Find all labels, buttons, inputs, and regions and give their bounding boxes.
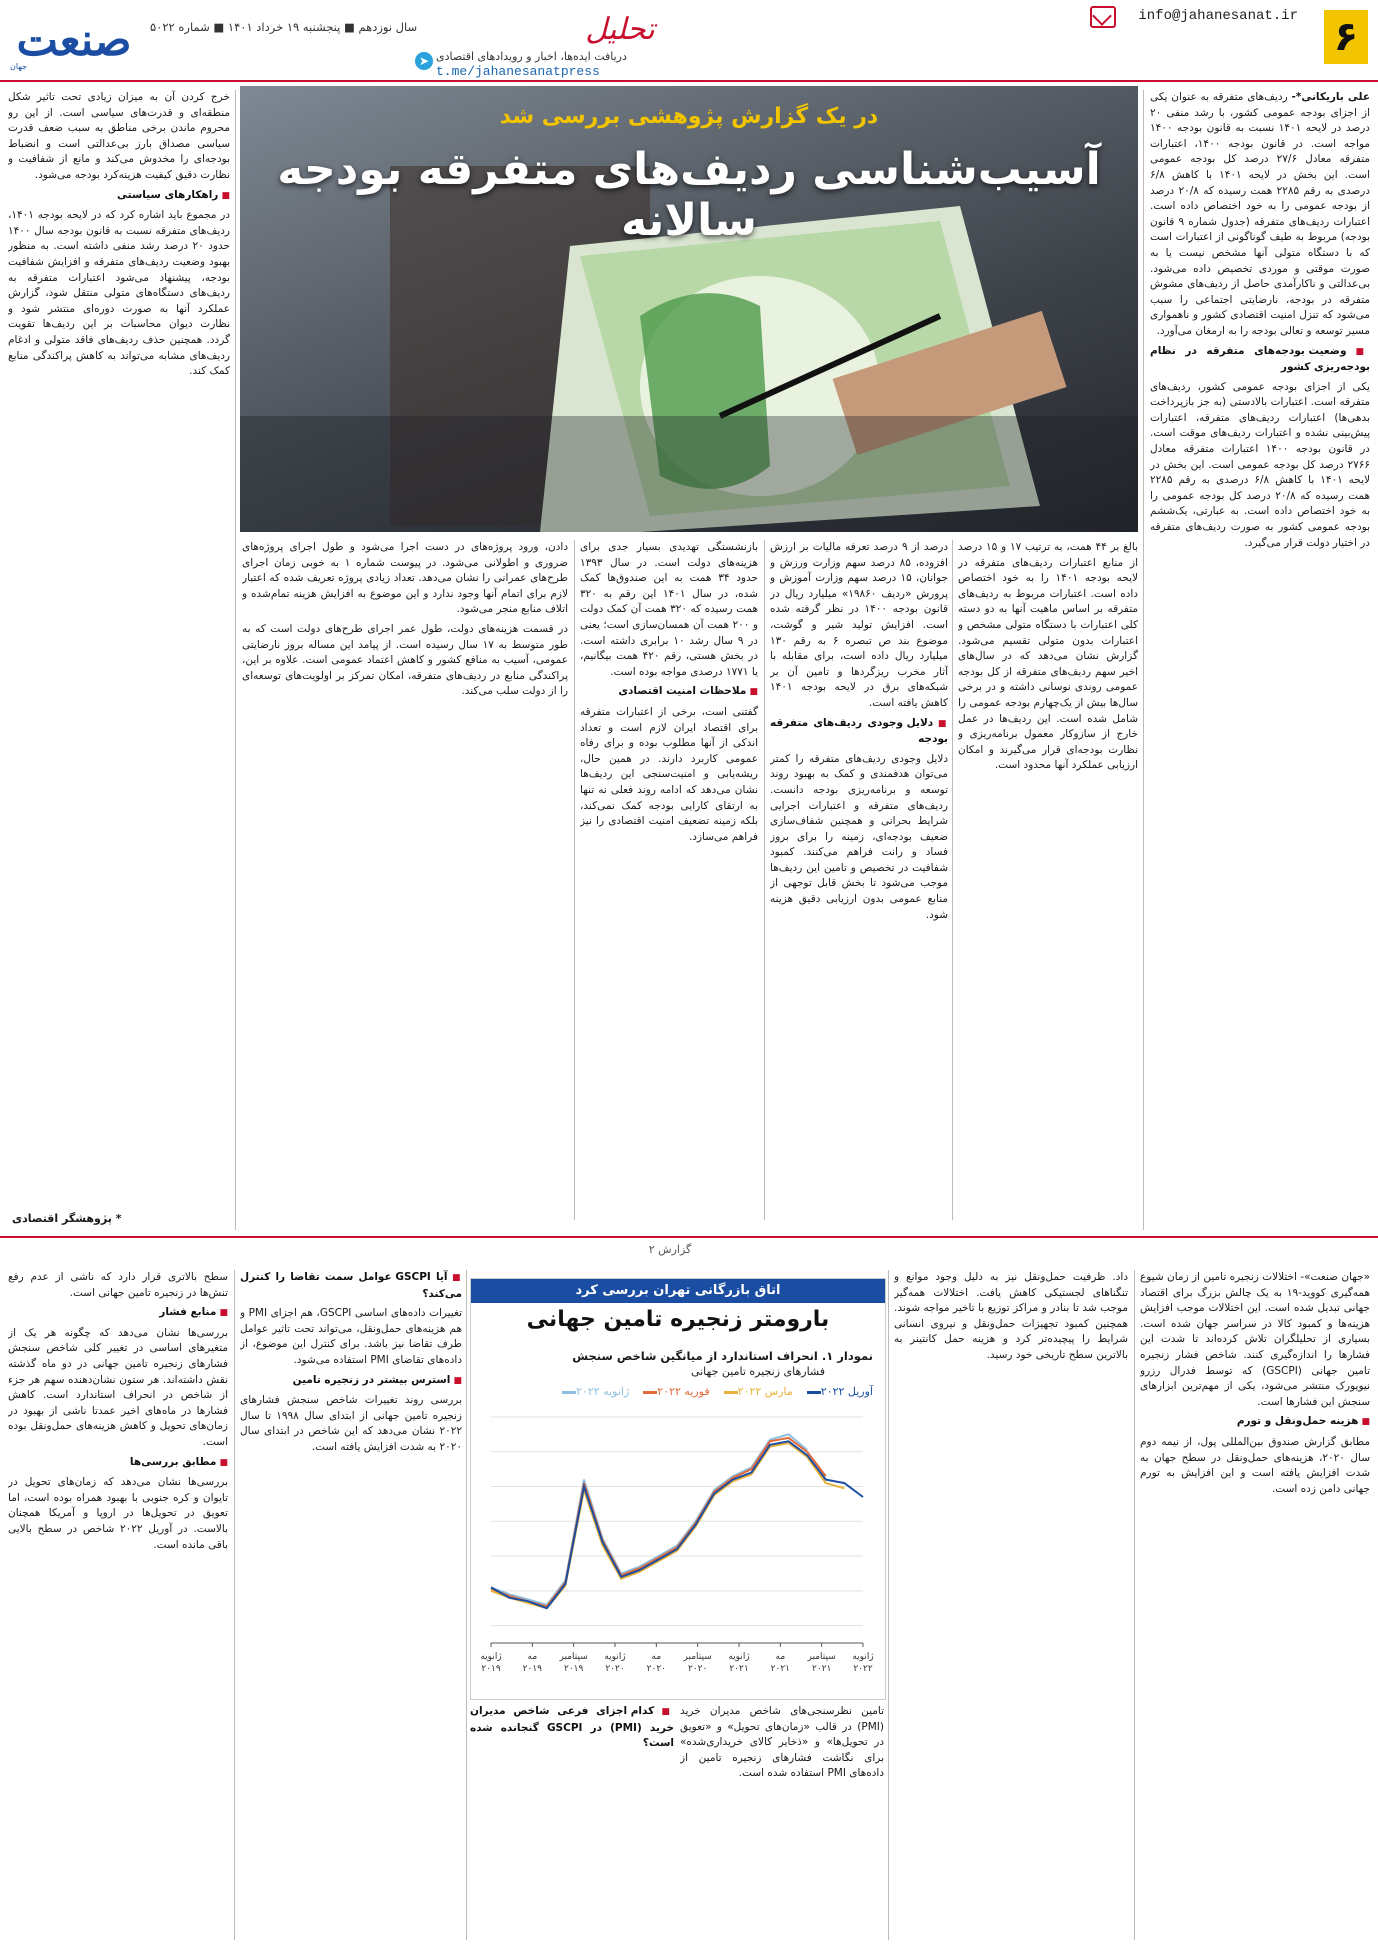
line-chart (479, 1407, 875, 1691)
article-subhead: ■ ملاحظات امنیت اقتصادی (580, 684, 758, 701)
x-tick-label: سپتامبر (683, 1652, 712, 1662)
report-paragraph: داد. ظرفیت حمل‌ونقل نیز به دلیل وجود موانع و تنگناهای لجستیکی کاهش یافت. اختلالات همه‌گیر موجب شد تا بنادر و مراکز توزیع با تاخیر مواجه شوند. همچنین کمبود تجهیزات حمل‌ونقل و نیروی انسانی شرایط را پیچیده‌تر کرد و هزینه حمل کانتینر به بالاترین سطح تاریخی خود رسید. (894, 1271, 1128, 1361)
article-paragraph: یکی از اجزای بودجه عمومی کشور، ردیف‌های متفرقه است. اعتبارات بالادستی (به جز بازپرداخت بدهی‌ها) اعتبارات ردیف‌های متفرقه، اعتبارات پیش‌بینی نشده و اعتبارات ردیف‌های موقت است. در قانون بودجه ۱۴۰۰ اعتبارات متفرقه معادل ۲۷۶۶ درصد کل بودجه عمومی است. این بخش در لایحه ۱۴۰۱ با کاهش ۶/۸ درصدی به رقم ۲۲۸۵ همت رسیده که ۲۰/۸ درصد کل بودجه عمومی را به خود اختصاص داده است. به عبارتی، یک‌ششم بودجه عمومی کشور به صورت ردیف‌های متفرقه در اختیار دولت قرار می‌گیرد. (1150, 380, 1370, 549)
article-paragraph: بالغ بر ۴۴ همت، به ترتیب ۱۷ و ۱۵ درصد از منابع اعتبارات ردیف‌های متفرقه در لایحه بودجه ۱۴۰۱ را به خود اختصاص داده است. اعتبارات مربوط به ردیف‌های متفرقه بر اساس ماهیت آنها به دو دسته کلی اعتبارات با دستگاه متولی مشخص و اعتبارات بدون متولی تقسیم می‌شود. گزارش نشان می‌دهد که در سال‌های اخیر سهم ردیف‌های متفرقه از کل بودجه عمومی روندی نوسانی داشته و در برخی سال‌ها بیش از یک‌چهارم بودجه عمومی را شامل شده است. این ردیف‌ها در عمل خارج از سازوکار معمول برنامه‌ریزی و نظارت بودجه‌ای قرار می‌گیرند و امکان ارزیابی عملکرد آنها محدود است. (958, 541, 1138, 772)
x-tick-label-year: ۲۰۲۲ (853, 1664, 873, 1674)
report-paragraph: بررسی‌ها نشان می‌دهد که چگونه هر یک از متغیرهای اساسی در تغییر کلی شاخص سنجش فشارهای زنجیره تامین جهانی در دو ماه گذشته نقش داشته‌اند. هر ستون نشان‌دهنده سهم هر جزء از شاخص در انحراف استاندارد است. کاهش فشارها در ماه‌های اخیر عمدتا ناشی از بهبود در زمان‌های تحویل و کاهش هزینه‌های حمل‌ونقل بوده است. (8, 1326, 228, 1448)
report-paragraph: «جهان صنعت»- اختلالات زنجیره تامین از زمان شیوع همه‌گیری کووید-۱۹ به یک چالش بزرگ برای اقتصاد جهانی تبدیل شده است. این اختلالات موجب افزایش هزینه‌ها و کمبود کالا در سراسر جهان شده است. بسیاری از تحلیلگران تلاش کرده‌اند تا شدت این فشارها را اندازه‌گیری کنند. شاخص فشار زنجیره تامین جهانی (GSCPI) که توسط فدرال رزرو نیویورک منتشر می‌شود، یکی از مهم‌ترین ابزارهای سنجش این فشارها است. (1140, 1271, 1370, 1408)
article-photo (240, 86, 1138, 532)
report-label: گزارش ۲ (648, 1243, 692, 1256)
report-column-2 (894, 1270, 1128, 1940)
article-column-6 (8, 90, 230, 1220)
x-tick-label: ژانویه (728, 1652, 750, 1662)
report-subhead: ■ هزینه حمل‌ونقل و تورم (1140, 1414, 1370, 1431)
report-column-4 (240, 1270, 462, 1940)
column-divider (466, 1270, 467, 1940)
x-tick-label-year: ۲۰۲۱ (729, 1664, 749, 1674)
report-kicker: اتاق بازرگانی تهران بررسی کرد (471, 1279, 885, 1303)
report-paragraph: تامین نظرسنجی‌های شاخص مدیران خرید (PMI) در قالب «زمان‌های تحویل» و «تعویق در تحویل‌ها» و «ذخایر کالای خریداری‌شده» برای نگاشت فشارهای زنجیره تامین از داده‌های PMI استفاده شده است. (680, 1705, 884, 1780)
report-divider (0, 1236, 1378, 1238)
article-intro: ردیف‌های متفرقه به عنوان یکی از اجزای بودجه عمومی کشور، با رشد منفی ۲۰ درصد در لایحه ۱۴۰۱ نسبت به قانون بودجه ۱۴۰۰ مواجه است. در قانون بودجه ۱۴۰۰، اعتبارات متفرقه معادل ۲۷/۶ درصد کل بودجه عمومی است. این بخش در لایحه ۱۴۰۱ با کاهش ۶/۸ درصدی به رقم ۲۲۸۵ همت رسیده که ۲۰/۸ درصد از بودجه عمومی را به خود اختصاص داده است. اعتبارات ردیف‌های متفرقه (جدول شماره ۹ قانون بودجه) مربوط به طیف گوناگونی از اعتبارات است که با دستگاه متولی آنها مشخص نیست یا به صورت موقتی و موردی تخصیص داده می‌شود. بی‌عدالتی و ناکارآمدی حاصل از ردیف‌های مشوش متفرقه در بودجه، نارضایتی اجتماعی را سبب می‌شود که تنزل امنیت اقتصادی کشور و ناهمواری مسیر توسعه و تعالی بودجه را به ارمغان می‌آورد. (1150, 91, 1370, 337)
report-subhead: ■ منابع فشار (8, 1305, 228, 1322)
legend-swatch (562, 1391, 576, 1394)
column-divider (234, 1270, 235, 1940)
report-column-5 (8, 1270, 228, 1940)
legend-label: ژانویه ۲۰۲۲ (576, 1385, 630, 1398)
legend-item (558, 1385, 629, 1398)
column-divider (574, 540, 575, 1220)
column-divider (764, 540, 765, 1220)
report-paragraph: مطابق گزارش صندوق بین‌المللی پول، از نیمه دوم سال ۲۰۲۰، هزینه‌های حمل‌ونقل در سطح جهان به شدت افزایش یافته است و این افزایش به تورم جهانی دامن زده است. (1140, 1435, 1370, 1495)
article-suptitle: در یک گزارش پژوهشی بررسی شد (499, 104, 879, 129)
series-line (491, 1443, 844, 1608)
article-paragraph: در مجموع باید اشاره کرد که در لایحه بودجه ۱۴۰۱، ردیف‌های متفرقه نسبت به قانون بودجه سال ۱۴۰۰ حدود ۲۰ درصد رشد منفی داشته است. به منظور بهبود وضعیت ردیف‌های متفرقه و افزایش شفافیت بودجه، پیشنهاد می‌شود اعتبارات متفرقه به ردیف‌های دستگاه‌های متولی منتقل شود، گزارش عملکرد آنها به صورت دوره‌ای منتشر شود و نظارت دیوان محاسبات بر این ردیف‌ها تقویت گردد. همچنین حذف ردیف‌های فاقد متولی و ادغام ردیف‌های مشابه می‌تواند به کاهش پراکندگی منابع کمک کند. (8, 209, 230, 378)
email-address[interactable]: info@jahanesanat.ir (1138, 8, 1298, 24)
legend-label: فوریه ۲۰۲۲ (657, 1385, 710, 1398)
report-subhead: ■ استرس بیشتر در زنجیره تامین (240, 1373, 462, 1390)
article-headline: آسیب‌شناسی ردیف‌های متفرقه بودجه سالانه (277, 144, 1101, 246)
article-subhead: ■ راهکارهای سیاستی (8, 188, 230, 205)
report-subhead: ■ آیا GSCPI عوامل سمت تقاضا را کنترل می‌کند؟ (240, 1270, 462, 1302)
article-paragraph: خرج کردن آن به میزان زیادی تحت تاثیر شکل منطقه‌ای و قدرت‌های سیاسی است. از این رو محروم ماندن برخی مناطق به سبب ضعف قدرت سیاسی مصداق بارز بی‌عدالتی است و انضباط بودجه‌ای را مخدوش می‌کند و مانع از شفافیت و نظارت دقیق کیفیت هزینه‌کرد بودجه می‌شود. (8, 91, 230, 181)
issue-info: سال نوزدهم ■ پنجشنبه ۱۹ خرداد ۱۴۰۱ ■ شماره ۵۰۲۲ (150, 20, 418, 34)
report-subhead: ■ مطابق بررسی‌ها (8, 1455, 228, 1472)
article-paragraph: درصد از ۹ درصد تعرفه مالیات بر ارزش افزوده، ۸۵ درصد سهم وزارت ورزش و جوانان، ۱۵ درصد سهم وزارت آموزش و پرورش «ردیف ۱۹۸۶۰» میلیارد ریال در قانون بودجه ۱۴۰۰ در نظر گرفته شده است. افزایش تولید شیر و گوشت، موضوع بند ص تبصره ۶ به رقم ۱۳۰ میلیارد ریال داده است، برای مقابله با آثار مخرب ریزگردها و تامین آن بر شبکه‌های برق در لایحه بودجه ۱۴۰۱ کاهش یافته است. (770, 541, 948, 709)
x-tick-label-year: ۲۰۲۰ (687, 1664, 708, 1674)
legend-item (720, 1385, 793, 1398)
newspaper-logo[interactable] (8, 14, 140, 74)
article-paragraph: بازنشستگی تهدیدی بسیار جدی برای هزینه‌های دولت است. در سال ۱۳۹۳ حدود ۳۴ همت به این صندوق‌ها کمک شده، در سال ۱۴۰۱ این رقم به ۳۲۰ همت رسیده که ۳۲۰ همت آن کمک دولت و ۲۰۰ همت آن همسان‌سازی است؛ یعنی در ۹ سال رشد ۱۰ برابری داشته است. در بخش هستی، رقم ۴۲۰ همت بیگانیم، یا ۱۷۷۱ درصدی مواجه بوده است. (580, 541, 758, 678)
chart-panel (470, 1278, 886, 1700)
article-column-3 (770, 540, 948, 1220)
chart-legend (483, 1385, 873, 1398)
article-column-5 (242, 540, 568, 1220)
x-tick-label: مه (527, 1652, 538, 1662)
x-tick-label: ژانویه (480, 1652, 502, 1662)
report-paragraph: بررسی روند تغییرات شاخص سنجش فشارهای زنجیره تامین جهانی از ابتدای سال ۱۹۹۸ تا سال ۲۰۲۲ نشان می‌دهد که این شاخص در ابتدای سال ۲۰۲۰ به شدت افزایش یافته است. (240, 1394, 462, 1453)
legend-label: مارس ۲۰۲۲ (737, 1385, 793, 1398)
legend-label: آوریل ۲۰۲۲ (820, 1385, 873, 1398)
series-line (491, 1438, 826, 1607)
logo-subtitle: جهان (10, 62, 27, 71)
report-paragraph: بررسی‌ها نشان می‌دهد که زمان‌های تحویل در تایوان و کره جنوبی با بهبود همراه بوده است، اما تعویق در تحویل‌ها در اروپا و آمریکا همچنان بالاست. در آوریل ۲۰۲۲ شاخص در سطح بالایی باقی مانده است. (8, 1476, 228, 1551)
author-signature: * پژوهشگر اقتصادی (12, 1212, 122, 1225)
column-divider (1134, 1270, 1135, 1940)
column-divider (888, 1270, 889, 1940)
series-line (491, 1441, 863, 1608)
telegram-caption: دریافت ایده‌ها، اخبار و رویدادهای اقتصادی (436, 50, 627, 63)
x-tick-label: مه (775, 1652, 786, 1662)
report-column-3 (680, 1704, 884, 1940)
logo-text: صنعت (16, 15, 132, 66)
telegram-icon: ➤ (415, 52, 433, 70)
chart-subtitle: فشارهای زنجیره تامین جهانی (690, 1365, 825, 1378)
section-title: تحلیل (585, 12, 655, 47)
column-divider (235, 90, 236, 1230)
article-paragraph: دادن، ورود پروژه‌های در دست اجرا می‌شود و طول اجرای پروژه‌های ضروری و اطولانی می‌شود. در پیوست شماره ۱ به خوبی زمان اجرای طرح‌های عمرانی را نشان می‌دهد. تعداد زیادی پروژه تعریف شده که اعتبار لازم برای اتمام آنها وجود ندارد و این موضوع به افزایش هزینه تمام‌شده و اتلاف منابع منجر می‌شود. (242, 541, 568, 616)
x-tick-label-year: ۲۰۲۱ (770, 1664, 791, 1674)
x-tick-label-year: ۲۰۱۹ (563, 1664, 584, 1674)
x-tick-label-year: ۲۰۲۰ (646, 1664, 667, 1674)
report-column-3b (470, 1704, 674, 1940)
legend-swatch (643, 1391, 657, 1394)
email-icon (1090, 6, 1116, 28)
report-paragraph: سطح بالاتری قرار دارد که ناشی از عدم رفع تنش‌ها در زنجیره تامین جهانی است. (8, 1271, 228, 1299)
report-subhead: ■ کدام اجزای فرعی شاخص مدیران خرید (PMI) در GSCPI گنجانده شده است؟ (470, 1704, 674, 1752)
article-subhead: ■ وضعیت بودجه‌های متفرقه در نظام بودجه‌ریزی کشور (1150, 344, 1370, 376)
page-number: ۶ (1324, 10, 1368, 64)
x-tick-label-year: ۲۰۱۹ (481, 1664, 501, 1674)
column-divider (952, 540, 953, 1220)
telegram-link[interactable]: t.me/jahanesanatpress (436, 64, 600, 79)
article-paragraph: دلایل وجودی ردیف‌های متفرقه را کمتر می‌توان هدفمندی و کمک به بهبود روند توسعه و برنامه‌ریزی بودجه دانست. ردیف‌های متفرقه و اعتبارات اجرایی شرایط بحرانی و همچنین شفاف‌سازی ضعیف بودجه‌ای، زمینه را برای بروز فساد و رانت فراهم می‌کنند. کمبود شفافیت در تخصیص و تامین این ردیف‌ها موجب می‌شود تا بخش قابل توجهی از منابع عمومی بدون ارزیابی دقیق هزینه شود. (770, 752, 948, 921)
column-divider (1143, 90, 1144, 1230)
article-subhead: ■ دلایل وجودی ردیف‌های متفرقه بودجه (770, 716, 948, 748)
x-tick-label: سپتامبر (559, 1652, 588, 1662)
report-column-1 (1140, 1270, 1370, 1940)
legend-item (803, 1385, 873, 1398)
article-paragraph: گفتنی است، برخی از اعتبارات متفرقه برای اقتصاد ایران لازم است و تعداد اندکی از آنها مطلوب بوده و برای رفاه عمومی کاربرد دارند. در همین حال، ریشه‌یابی و امنیت‌سنجی این ردیف‌ها نشان می‌دهد که ادامه روند فعلی نه تنها به ارتقای کارایی بودجه کمک نمی‌کند، بلکه زمینه تضعیف امنیت اقتصادی را نیز فراهم می‌سازد. (580, 705, 758, 843)
x-tick-label-year: ۲۰۲۱ (811, 1664, 832, 1674)
article-byline: علی باریکانی*- (1291, 91, 1370, 103)
article-column-4 (580, 540, 758, 1220)
legend-swatch (807, 1391, 821, 1394)
report-headline: بارومتر زنجیره تامین جهانی (526, 1307, 830, 1332)
x-tick-label: مه (651, 1652, 662, 1662)
legend-swatch (724, 1391, 738, 1394)
x-tick-label-year: ۲۰۱۹ (522, 1664, 543, 1674)
chart-title: نمودار ۱. انحراف استاندارد از میانگین شاخص سنجش (572, 1349, 873, 1363)
legend-item (639, 1385, 709, 1398)
x-tick-label-year: ۲۰۲۰ (605, 1664, 625, 1674)
page-header (0, 0, 1378, 82)
x-tick-label: سپتامبر (807, 1652, 836, 1662)
report-paragraph: تغییرات داده‌های اساسی GSCPI، هم اجزای PMI و هم هزینه‌های حمل‌ونقل، می‌تواند تحت تاثیر عوامل طرف تقاضا نیز باشد. برای کنترل این موضوع، از داده‌های تقاضای PMI استفاده می‌شود. (240, 1307, 462, 1366)
article-paragraph: در قسمت هزینه‌های دولت، طول عمر اجرای طرح‌های دولت است که به طور متوسط به ۱۷ سال رسیده است. از پیامد این مساله بروز نارضایتی عمومی، آسیب به منافع کشور و کاهش اعتماد عمومی است. علاوه بر این، پراکندگی منابع در ردیف‌های متفرقه، امکان تمرکز بر اولویت‌های توسعه‌ای را از دولت سلب می‌کند. (242, 622, 568, 698)
article-column-1 (1150, 90, 1370, 1230)
x-tick-label: ژانویه (852, 1652, 874, 1662)
x-tick-label: ژانویه (604, 1652, 626, 1662)
article-column-2 (958, 540, 1138, 1220)
